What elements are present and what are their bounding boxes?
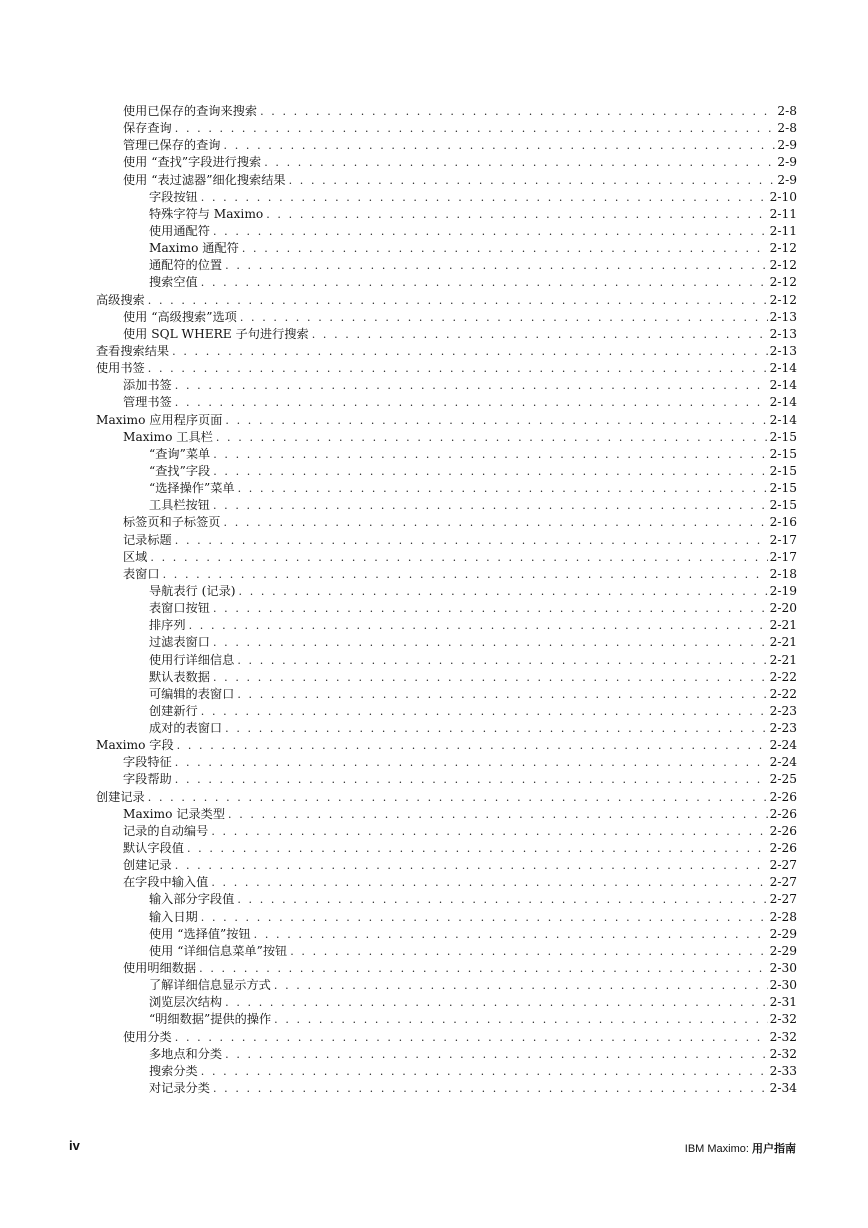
toc-entry-page: 2-9 (777, 138, 797, 153)
dot-leader (242, 240, 768, 257)
toc-entry-title: 表窗口 (123, 566, 160, 581)
toc-entry-page: 2-26 (769, 806, 797, 821)
toc-entry-page: 2-8 (777, 104, 797, 118)
toc-entry[interactable] (149, 891, 797, 908)
toc-entry[interactable] (149, 497, 797, 514)
toc-entry-title: 导航表行 (记录) (149, 583, 236, 598)
toc-entry-page: 2-15 (769, 429, 797, 444)
product-name: IBM Maximo: (684, 1143, 752, 1155)
dot-leader (213, 600, 768, 617)
toc-entry-page: 2-24 (769, 738, 797, 753)
toc-entry-title: 特殊字符与 Maximo (149, 206, 264, 221)
toc-entry[interactable] (123, 771, 797, 788)
toc-entry-page: 2-15 (769, 498, 797, 513)
toc-entry-title: 管理书签 (123, 395, 172, 410)
toc-entry-page: 2-14 (769, 395, 797, 410)
toc-entry-title: 记录标题 (123, 532, 172, 547)
toc-entry-page: 2-26 (769, 823, 797, 838)
dot-leader (225, 412, 767, 429)
toc-entry[interactable] (123, 514, 797, 531)
dot-leader (189, 617, 768, 634)
toc-entry-title: 使用分类 (123, 1029, 172, 1044)
dot-leader (213, 634, 768, 651)
toc-entry-title: “查询”菜单 (149, 446, 211, 461)
dot-leader (237, 891, 767, 908)
toc-entry[interactable] (123, 377, 797, 394)
toc-entry-title: 创建记录 (96, 789, 145, 804)
toc-entry-title: 通配符的位置 (149, 258, 223, 273)
toc-entry-page: 2-11 (769, 223, 797, 238)
toc-entry[interactable] (149, 994, 797, 1011)
toc-entry[interactable] (123, 137, 797, 154)
dot-leader (187, 840, 768, 857)
toc-entry-page: 2-26 (769, 841, 797, 856)
dot-leader (175, 1029, 768, 1046)
toc-entry[interactable] (123, 549, 797, 566)
toc-entry-title: 成对的表窗口 (149, 721, 223, 736)
toc-entry-page: 2-15 (769, 446, 797, 461)
dot-leader (237, 652, 767, 669)
toc-entry-page: 2-28 (769, 909, 797, 924)
toc-entry-title: 默认字段值 (123, 841, 184, 856)
dot-leader (175, 120, 776, 137)
dot-leader (225, 1046, 767, 1063)
dot-leader (201, 189, 768, 206)
dot-leader (224, 514, 768, 531)
toc-entry-page: 2-25 (769, 772, 797, 787)
toc-entry-title: 过滤表窗口 (149, 635, 210, 650)
toc-entry-title: Maximo 记录类型 (123, 806, 226, 821)
dot-leader (213, 1080, 768, 1097)
toc-entry[interactable] (123, 566, 797, 583)
toc-entry[interactable] (149, 583, 797, 600)
dot-leader (201, 274, 768, 291)
toc-entry-page: 2-27 (769, 892, 797, 907)
toc-entry-page: 2-13 (769, 343, 797, 358)
toc-entry-page: 2-26 (769, 789, 797, 804)
toc-entry-page: 2-12 (769, 241, 797, 256)
toc-entry-page: 2-21 (769, 652, 797, 667)
toc-entry-title: 使用 SQL WHERE 子句进行搜索 (123, 326, 309, 341)
toc-entry[interactable] (96, 343, 797, 360)
toc-entry[interactable] (149, 669, 797, 686)
toc-entry-page: 2-21 (769, 618, 797, 633)
toc-entry-title: 字段按钮 (149, 189, 198, 204)
toc-entry[interactable] (123, 103, 797, 120)
toc-entry-title: 输入日期 (149, 909, 198, 924)
toc-entry-page: 2-16 (769, 515, 797, 530)
toc-entry[interactable] (96, 360, 797, 377)
toc-entry-page: 2-9 (777, 155, 797, 170)
dot-leader (254, 926, 768, 943)
dot-leader (163, 566, 768, 583)
running-footer (685, 1140, 796, 1156)
toc-entry[interactable] (149, 257, 797, 274)
toc-entry[interactable] (149, 274, 797, 291)
toc-entry-title: 区域 (123, 549, 148, 564)
toc-entry[interactable] (123, 823, 797, 840)
dot-leader (213, 463, 767, 480)
dot-leader (264, 154, 775, 171)
toc-entry-page: 2-18 (769, 566, 797, 581)
toc-entry-title: 搜索分类 (149, 1063, 198, 1078)
toc-entry-title: 字段特征 (123, 755, 172, 770)
toc-entry[interactable] (149, 223, 797, 240)
toc-entry-page: 2-31 (769, 995, 797, 1010)
toc-entry[interactable] (123, 960, 797, 977)
dot-leader (148, 360, 768, 377)
dot-leader (175, 394, 768, 411)
toc-entry-title: Maximo 应用程序页面 (96, 412, 223, 427)
toc-entry[interactable] (149, 206, 797, 223)
toc-entry[interactable] (149, 1046, 797, 1063)
toc-entry-page: 2-29 (769, 943, 797, 958)
toc-entry-page: 2-14 (769, 378, 797, 393)
dot-leader (175, 532, 768, 549)
toc-entry[interactable] (123, 874, 797, 891)
toc-entry-title: 使用 “高级搜索”选项 (123, 309, 237, 324)
dot-leader (228, 806, 768, 823)
toc-entry[interactable] (123, 309, 797, 326)
toc-entry-page: 2-20 (769, 601, 797, 616)
toc-entry[interactable] (123, 326, 797, 343)
toc-entry-title: 使用通配符 (149, 223, 210, 238)
dot-leader (240, 309, 768, 326)
toc-entry[interactable] (149, 463, 797, 480)
toc-entry-page: 2-23 (769, 703, 797, 718)
dot-leader (175, 754, 768, 771)
dot-leader (213, 446, 767, 463)
toc-entry-title: 使用行详细信息 (149, 652, 235, 667)
table-of-contents (0, 103, 868, 1097)
dot-leader (260, 103, 775, 120)
toc-entry[interactable] (96, 292, 797, 309)
dot-leader (274, 1011, 767, 1028)
toc-entry[interactable] (149, 446, 797, 463)
toc-entry[interactable] (149, 634, 797, 651)
toc-entry[interactable] (123, 806, 797, 823)
dot-leader (225, 994, 767, 1011)
toc-entry-title: 添加书签 (123, 378, 172, 393)
toc-entry-title: 了解详细信息显示方式 (149, 978, 271, 993)
toc-entry[interactable] (149, 943, 797, 960)
dot-leader (238, 480, 768, 497)
dot-leader (175, 771, 768, 788)
toc-entry-title: 输入部分字段值 (149, 892, 235, 907)
dot-leader (289, 172, 776, 189)
dot-leader (213, 669, 768, 686)
toc-entry-title: Maximo 字段 (96, 738, 174, 753)
dot-leader (211, 874, 767, 891)
toc-entry-title: 工具栏按钮 (149, 498, 210, 513)
toc-entry-page: 2-15 (769, 481, 797, 496)
toc-entry-page: 2-32 (769, 1046, 797, 1061)
toc-entry-page: 2-11 (769, 206, 797, 221)
toc-entry-page: 2-12 (769, 258, 797, 273)
toc-entry[interactable] (123, 840, 797, 857)
toc-entry[interactable] (149, 600, 797, 617)
toc-entry-title: 表窗口按钮 (149, 601, 210, 616)
toc-entry-title: 记录的自动编号 (123, 823, 209, 838)
toc-entry-page: 2-30 (769, 978, 797, 993)
toc-entry-page: 2-8 (777, 121, 797, 136)
page-number: iv (69, 1138, 80, 1153)
dot-leader (290, 943, 767, 960)
toc-entry[interactable] (149, 189, 797, 206)
toc-entry[interactable] (123, 429, 797, 446)
dot-leader (239, 583, 768, 600)
dot-leader (237, 686, 767, 703)
toc-entry-page: 2-21 (769, 635, 797, 650)
toc-entry[interactable] (149, 1080, 797, 1097)
toc-entry-title: 使用 “查找”字段进行搜索 (123, 155, 262, 170)
dot-leader (213, 223, 768, 240)
toc-entry-page: 2-17 (769, 549, 797, 564)
toc-entry[interactable] (96, 737, 797, 754)
toc-entry-title: 搜索空值 (149, 275, 198, 290)
toc-entry-title: “选择操作”菜单 (149, 481, 235, 496)
toc-entry[interactable] (149, 480, 797, 497)
toc-entry-page: 2-32 (769, 1029, 797, 1044)
dot-leader (274, 977, 768, 994)
dot-leader (201, 909, 768, 926)
toc-entry[interactable] (123, 120, 797, 137)
toc-entry[interactable] (149, 926, 797, 943)
toc-entry-page: 2-19 (769, 583, 797, 598)
dot-leader (224, 137, 776, 154)
toc-entry-page: 2-9 (777, 172, 797, 187)
toc-entry-page: 2-22 (769, 686, 797, 701)
toc-entry-title: 使用 “详细信息菜单”按钮 (149, 943, 288, 958)
toc-entry-page: 2-30 (769, 961, 797, 976)
dot-leader (199, 960, 767, 977)
toc-entry-title: 使用明细数据 (123, 961, 197, 976)
toc-entry-title: 对记录分类 (149, 1081, 210, 1096)
toc-entry-title: 管理已保存的查询 (123, 138, 221, 153)
toc-entry-page: 2-27 (769, 858, 797, 873)
toc-entry[interactable] (149, 652, 797, 669)
toc-entry[interactable] (123, 532, 797, 549)
toc-entry-page: 2-17 (769, 532, 797, 547)
dot-leader (225, 720, 767, 737)
toc-entry-page: 2-12 (769, 275, 797, 290)
toc-entry-title: 保存查询 (123, 121, 172, 136)
dot-leader (216, 429, 768, 446)
toc-entry[interactable] (123, 172, 797, 189)
toc-entry-page: 2-10 (769, 189, 797, 204)
toc-entry[interactable] (149, 720, 797, 737)
dot-leader (225, 257, 767, 274)
dot-leader (266, 206, 767, 223)
toc-entry[interactable] (149, 686, 797, 703)
dot-leader (148, 292, 768, 309)
toc-entry-title: 可编辑的表窗口 (149, 686, 235, 701)
toc-entry[interactable] (123, 394, 797, 411)
toc-entry-title: 浏览层次结构 (149, 995, 223, 1010)
toc-entry-title: Maximo 通配符 (149, 241, 239, 256)
toc-entry-title: 字段帮助 (123, 772, 172, 787)
book-title: 用户指南 (752, 1143, 796, 1155)
toc-entry[interactable] (149, 909, 797, 926)
dot-leader (148, 789, 768, 806)
toc-entry-page: 2-22 (769, 669, 797, 684)
dot-leader (312, 326, 768, 343)
toc-entry-title: 创建记录 (123, 858, 172, 873)
toc-entry-title: 创建新行 (149, 703, 198, 718)
toc-entry-title: 查看搜索结果 (96, 343, 170, 358)
toc-entry-title: Maximo 工具栏 (123, 429, 213, 444)
toc-entry-title: 排序列 (149, 618, 186, 633)
dot-leader (201, 703, 768, 720)
toc-entry-page: 2-23 (769, 721, 797, 736)
toc-entry[interactable] (123, 754, 797, 771)
toc-entry-title: 多地点和分类 (149, 1046, 223, 1061)
toc-entry-page: 2-12 (769, 292, 797, 307)
toc-entry-page: 2-14 (769, 412, 797, 427)
toc-entry[interactable] (149, 240, 797, 257)
toc-entry-title: “明细数据”提供的操作 (149, 1012, 272, 1027)
toc-entry-page: 2-24 (769, 755, 797, 770)
toc-entry[interactable] (123, 1029, 797, 1046)
toc-entry-title: 使用书签 (96, 361, 145, 376)
toc-entry-page: 2-32 (769, 1012, 797, 1027)
toc-entry-page: 2-33 (769, 1063, 797, 1078)
dot-leader (172, 343, 767, 360)
dot-leader (150, 549, 767, 566)
toc-entry-page: 2-27 (769, 875, 797, 890)
toc-entry-title: 在字段中输入值 (123, 875, 209, 890)
toc-entry-page: 2-15 (769, 463, 797, 478)
toc-entry-page: 2-13 (769, 326, 797, 341)
dot-leader (175, 857, 768, 874)
toc-entry[interactable] (96, 789, 797, 806)
toc-entry-page: 2-29 (769, 926, 797, 941)
dot-leader (175, 377, 768, 394)
toc-entry-page: 2-34 (769, 1081, 797, 1096)
toc-entry-title: 默认表数据 (149, 669, 210, 684)
toc-entry-page: 2-13 (769, 309, 797, 324)
toc-entry-title: “查找”字段 (149, 463, 211, 478)
toc-entry-title: 标签页和子标签页 (123, 515, 221, 530)
toc-entry[interactable] (149, 1063, 797, 1080)
toc-entry[interactable] (96, 412, 797, 429)
dot-leader (213, 497, 768, 514)
toc-entry-title: 使用 “表过滤器”细化搜索结果 (123, 172, 286, 187)
toc-entry[interactable] (149, 1011, 797, 1028)
toc-entry-title: 使用已保存的查询来搜索 (123, 104, 258, 118)
toc-entry[interactable] (149, 703, 797, 720)
toc-entry[interactable] (149, 617, 797, 634)
toc-entry-title: 高级搜索 (96, 292, 145, 307)
dot-leader (201, 1063, 768, 1080)
toc-entry[interactable] (123, 857, 797, 874)
toc-entry[interactable] (149, 977, 797, 994)
dot-leader (211, 823, 767, 840)
toc-entry[interactable] (123, 154, 797, 171)
toc-entry-title: 使用 “选择值”按钮 (149, 926, 251, 941)
toc-entry-page: 2-14 (769, 361, 797, 376)
dot-leader (177, 737, 768, 754)
